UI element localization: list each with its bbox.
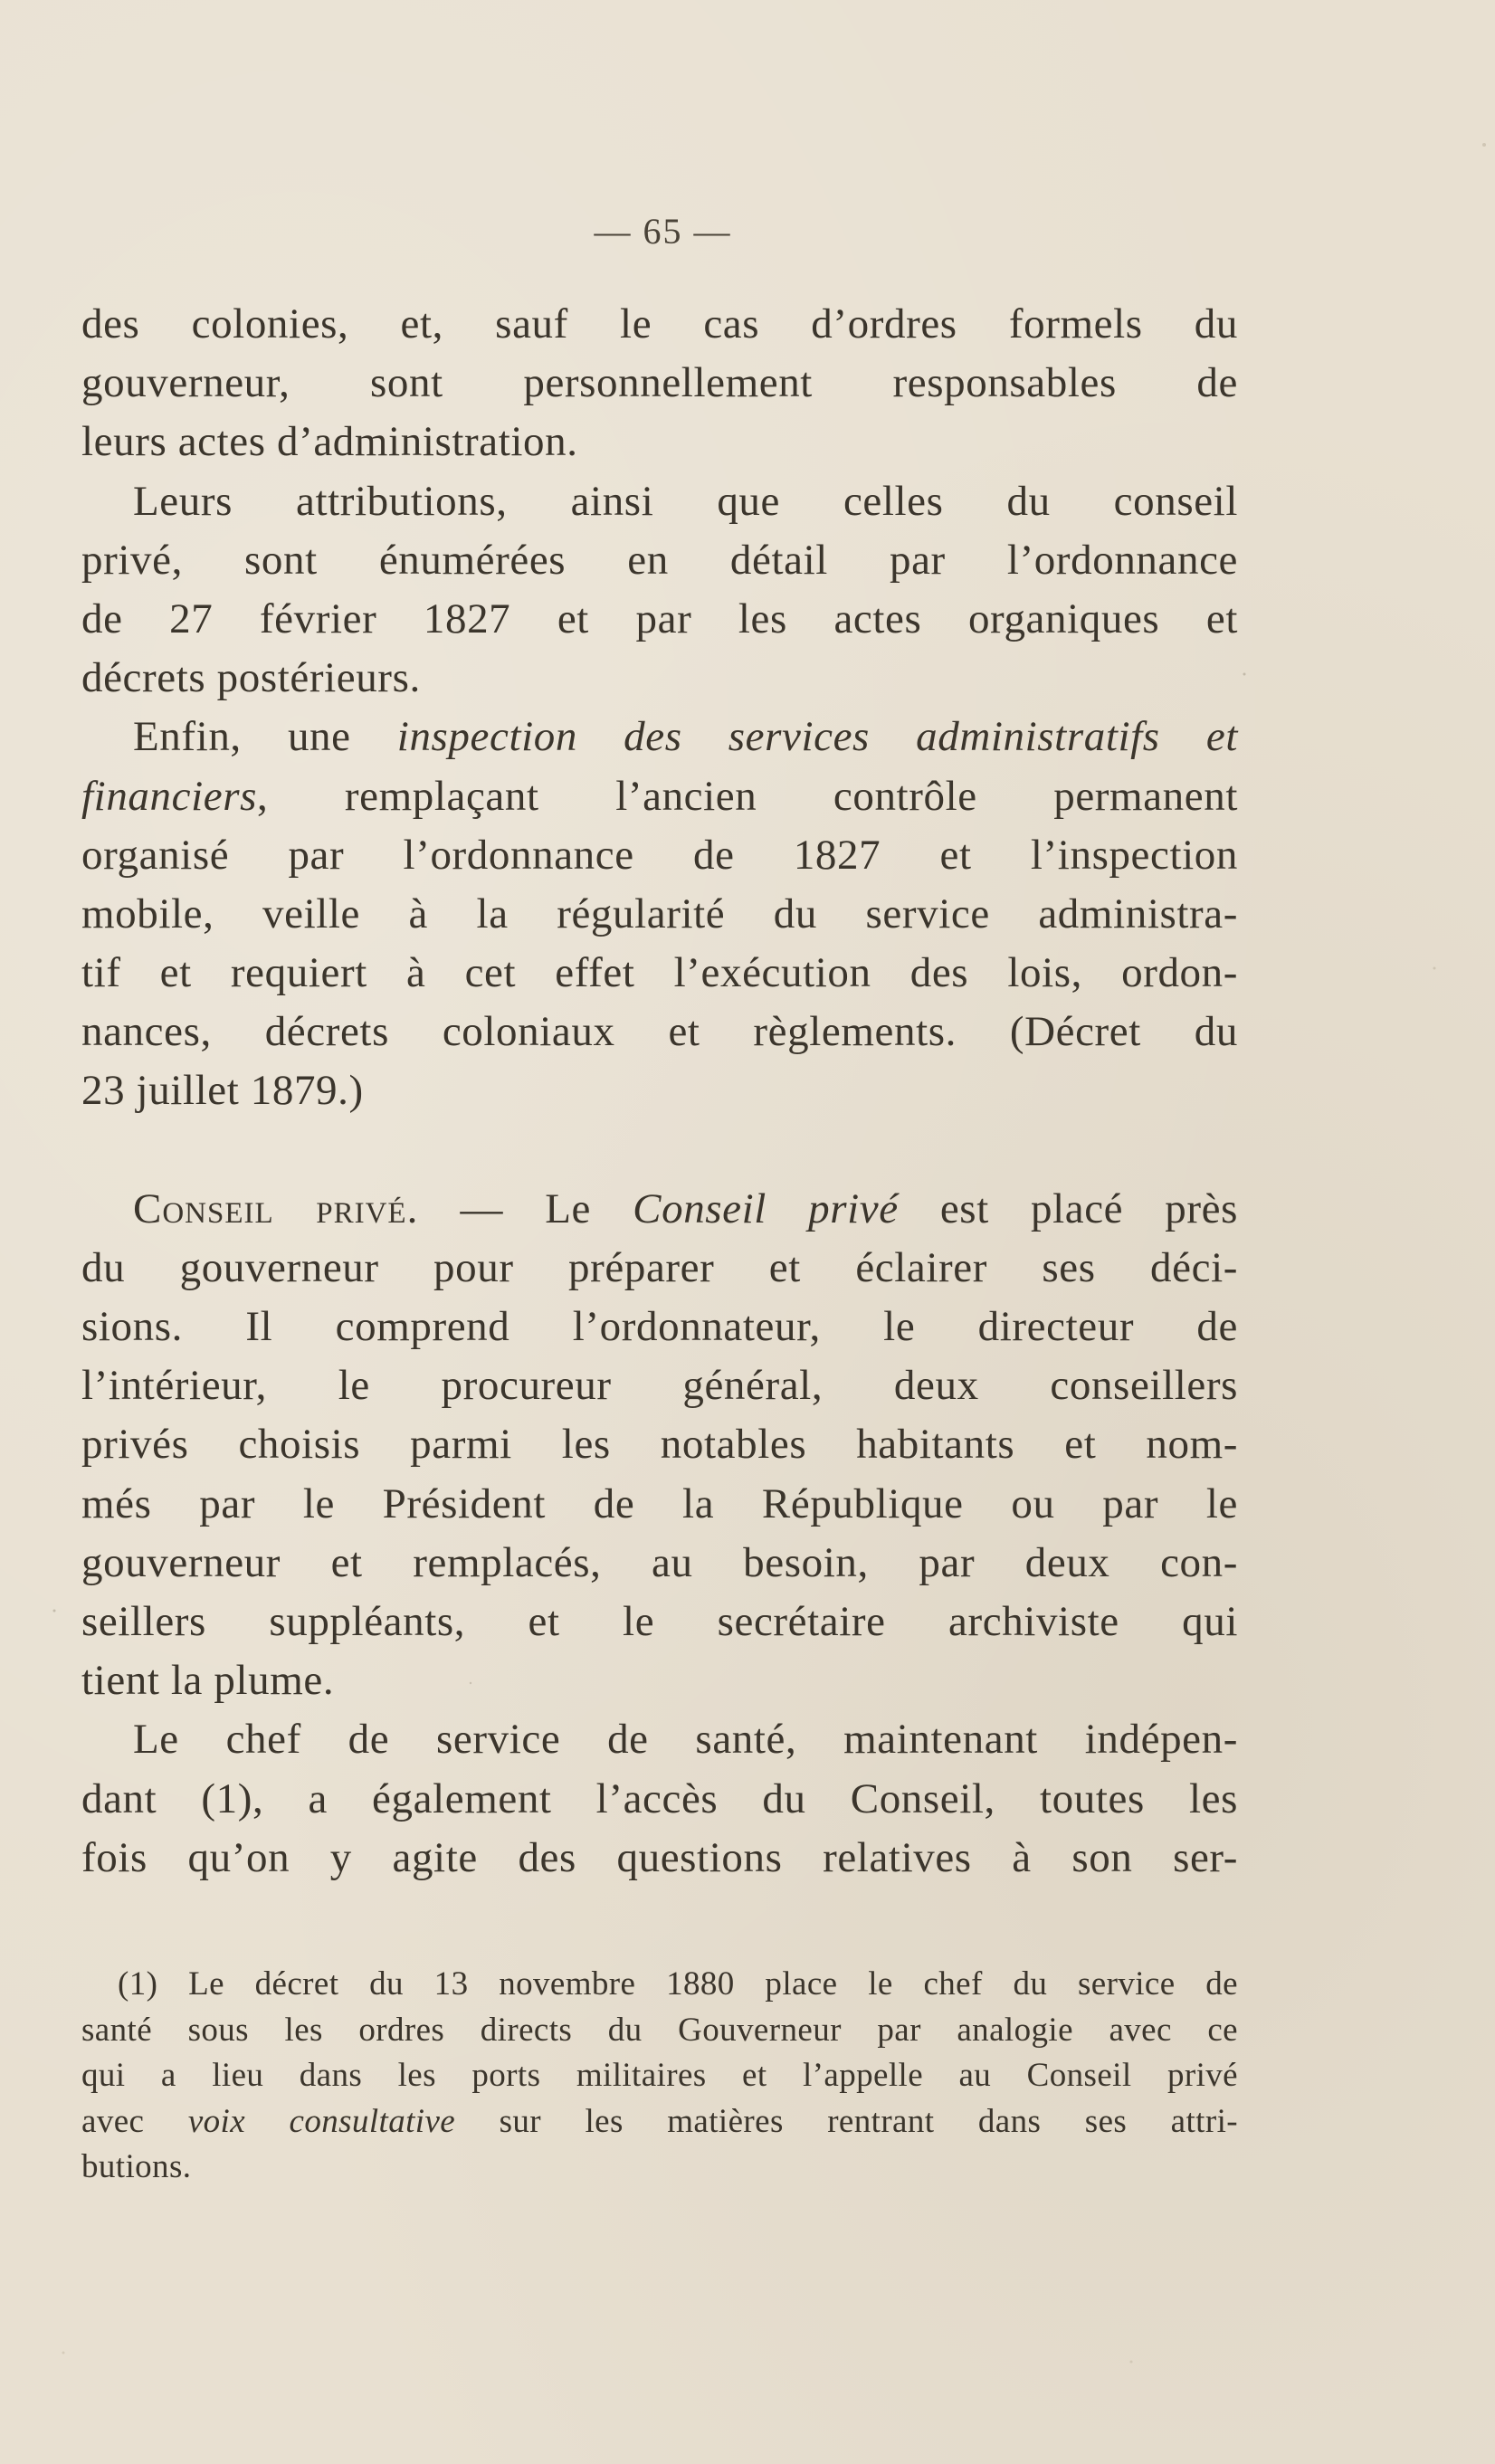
- text-line: décrets postérieurs.: [81, 654, 421, 702]
- text-run: sur les matières rentrant dans ses attri-: [455, 2102, 1238, 2140]
- text-line: l’intérieur, le procureur général, deux conseillers: [81, 1362, 1238, 1410]
- text-run: est placé près: [898, 1184, 1238, 1232]
- paper-speck: [1243, 673, 1246, 676]
- text-line: [81, 708, 1238, 766]
- text-line: privé, sont énumérées en détail par l’ordonnance: [81, 536, 1238, 584]
- text-line: fois qu’on y agite des questions relatives à son ser-: [81, 1833, 1238, 1881]
- text-line: gouverneur et remplacés, au besoin, par deux con-: [81, 1538, 1238, 1586]
- text-run: , remplaçant l’ancien contrôle permanent: [256, 772, 1238, 820]
- text-line: [81, 767, 1238, 826]
- section-heading: Conseil privé.: [133, 1184, 419, 1232]
- italic-phrase: voix consultative: [187, 2102, 456, 2140]
- text-line: [81, 1180, 1238, 1239]
- paper-speck: [1482, 143, 1486, 147]
- paragraph-1: [81, 295, 1238, 472]
- text-line: tient la plume.: [81, 1657, 335, 1705]
- footnote-line: santé sous les ordres directs du Gouverneur par analogie avec ce: [81, 2011, 1238, 2049]
- text-run: avec: [81, 2102, 188, 2140]
- text-run: — Le: [418, 1184, 633, 1232]
- paper-speck: [62, 2352, 65, 2355]
- italic-phrase: Conseil privé: [633, 1184, 899, 1232]
- text-line: nances, décrets coloniaux et règlements. (Décret du: [81, 1008, 1238, 1056]
- paper-speck: [53, 1610, 56, 1613]
- italic-phrase: inspection des services administratifs et: [396, 713, 1238, 761]
- text-line: mobile, veille à la régularité du service administra-: [81, 890, 1238, 937]
- footnote-line: butions.: [81, 2148, 192, 2185]
- footnote-line: (1) Le décret du 13 novembre 1880 place le chef du service de: [118, 1965, 1238, 2003]
- text-line: des colonies, et, sauf le cas d’ordres formels du: [81, 300, 1238, 347]
- text-line: de 27 février 1827 et par les actes organiques et: [81, 595, 1238, 642]
- text-line: organisé par l’ordonnance de 1827 et l’inspection: [81, 831, 1238, 879]
- footnote: [81, 1962, 1238, 2191]
- text-line: 23 juillet 1879.): [81, 1067, 364, 1115]
- text-line: gouverneur, sont personnellement responsables de: [81, 359, 1238, 407]
- text-line: Le chef de service de santé, maintenant indépen-: [133, 1716, 1238, 1764]
- text-line: du gouverneur pour préparer et éclairer ses déci-: [81, 1243, 1238, 1291]
- paragraph-5: [81, 1710, 1238, 1888]
- paragraph-3: [81, 708, 1238, 1120]
- paragraph-2: [81, 472, 1238, 709]
- paper-speck: [1130, 2361, 1133, 2364]
- text-line: més par le Président de la République ou par le: [81, 1479, 1238, 1527]
- text-line: dant (1), a également l’accès du Conseil, toutes les: [81, 1774, 1238, 1822]
- text-line: seillers suppléants, et le secrétaire archiviste qui: [81, 1597, 1238, 1645]
- text-line: Leurs attributions, ainsi que celles du conseil: [133, 477, 1238, 525]
- text-run: Enfin, une: [133, 713, 397, 761]
- paper-speck: [1433, 967, 1436, 970]
- text-line: privés choisis parmi les notables habitants et nom-: [81, 1421, 1238, 1469]
- paragraph-4: [81, 1180, 1238, 1711]
- italic-phrase: financiers: [81, 772, 257, 820]
- text-line: tif et requiert à cet effet l’exécution des lois, ordon-: [81, 949, 1238, 997]
- footnote-line: qui a lieu dans les ports militaires et l’appelle au Conseil privé: [81, 2057, 1238, 2094]
- text-line: leurs actes d’administration.: [81, 418, 578, 466]
- body-text: [81, 295, 1238, 1888]
- page-number: — 65 —: [594, 211, 732, 252]
- text-line: sions. Il comprend l’ordonnateur, le directeur de: [81, 1303, 1238, 1350]
- footnote-line: [81, 2099, 1238, 2145]
